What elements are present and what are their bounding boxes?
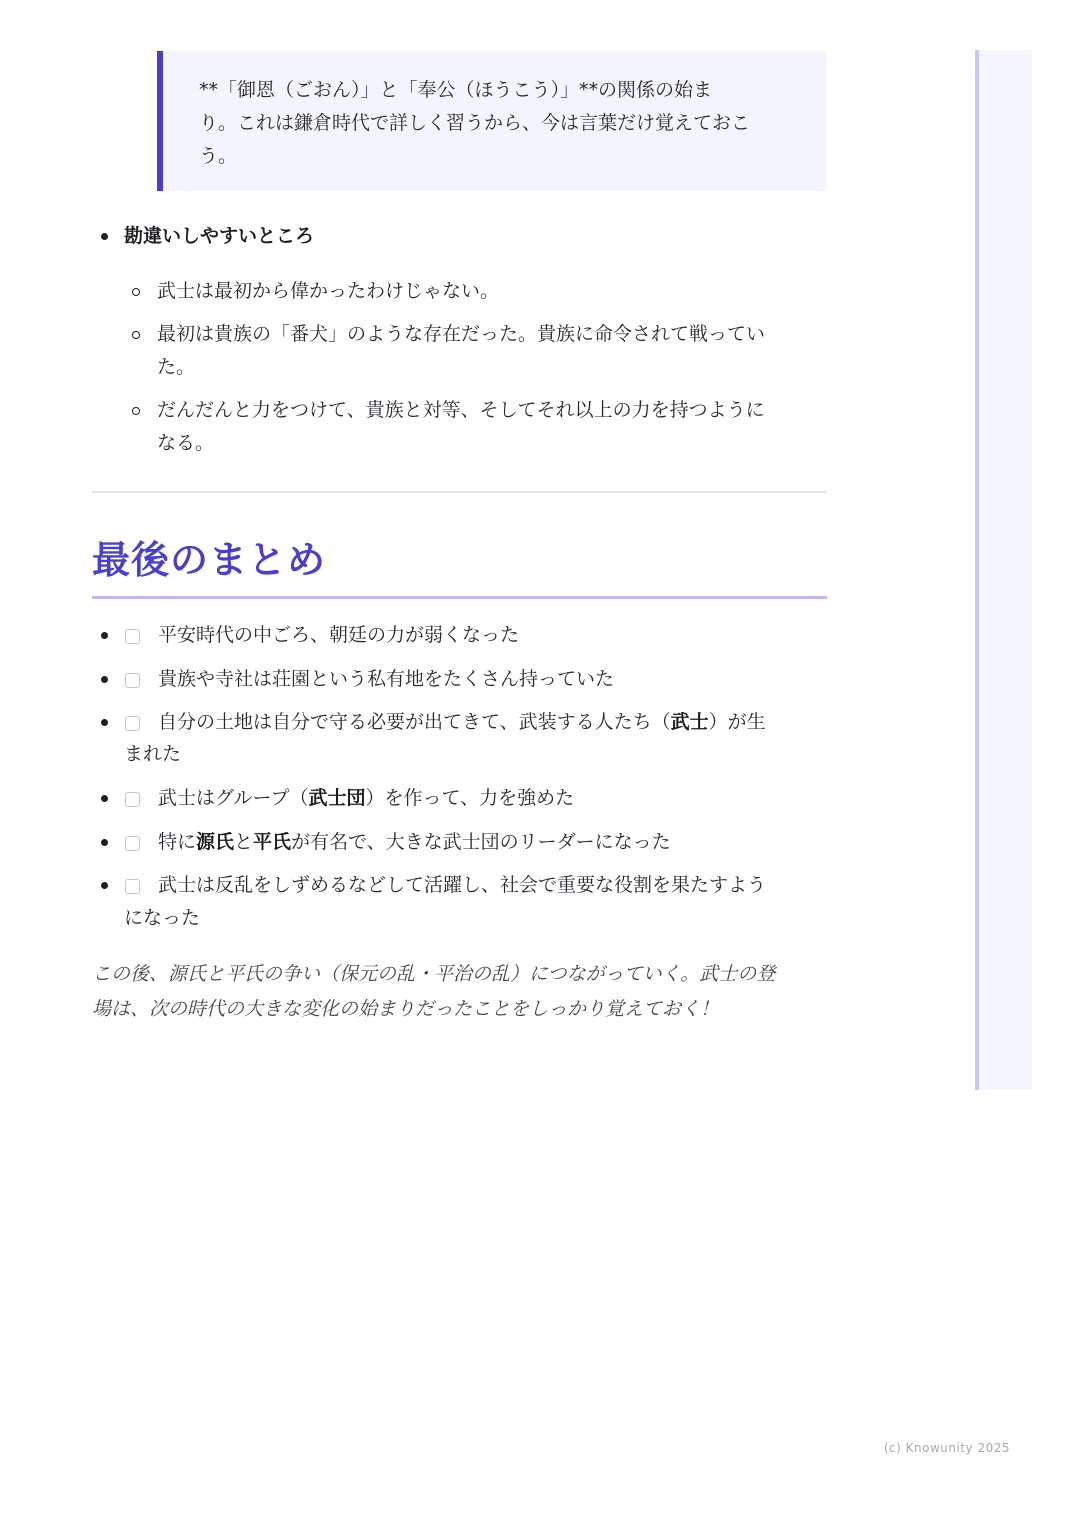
bullet-dot: [101, 839, 108, 846]
conclusion-line: 場は、次の時代の大きな変化の始まりだったことをしっかり覚えておく！: [92, 998, 720, 1020]
copyright-footer: (c) Knowunity 2025: [883, 1441, 1010, 1455]
bullet-dot: [101, 795, 108, 802]
info-callout: [157, 51, 827, 191]
checklist-item: 武士は反乱をしずめるなどして活躍し、社会で重要な役割を果たすよう: [158, 874, 767, 896]
checklist-item-cont: まれた: [124, 743, 182, 765]
callout-line: **「御恩（ごおん）」と「奉公（ほうこう）」**の関係の始ま: [199, 79, 713, 101]
checklist-checkbox[interactable]: [125, 716, 140, 731]
checklist-item: 武士はグループ（武士団）を作って、力を強めた: [158, 787, 575, 809]
side-panel: [975, 50, 1032, 1090]
misconception-item: 最初は貴族の「番犬」のような存在だった。貴族に命令されて戦ってい: [157, 323, 766, 345]
callout-line: り。これは鎌倉時代で詳しく習うから、今は言葉だけ覚えておこ: [199, 112, 751, 134]
checklist-checkbox[interactable]: [125, 792, 140, 807]
summary-title: 最後のまとめ: [92, 538, 327, 582]
bold-term: 武士: [670, 711, 709, 733]
bullet-dot: [101, 632, 108, 639]
sub-bullet: [132, 407, 140, 415]
checklist-checkbox[interactable]: [125, 673, 140, 688]
bold-term: 平氏: [253, 831, 292, 853]
bullet-dot: [101, 233, 108, 240]
callout-line: う。: [199, 145, 238, 167]
summary-title-underline: [92, 596, 827, 599]
checklist-item: 貴族や寺社は荘園という私有地をたくさん持っていた: [158, 668, 615, 690]
checklist-checkbox[interactable]: [125, 836, 140, 851]
section-divider: [92, 491, 827, 493]
bullet-dot: [101, 676, 108, 683]
checklist-item: 特に源氏と平氏が有名で、大きな武士団のリーダーになった: [158, 831, 671, 853]
misconception-item: だんだんと力をつけて、貴族と対等、そしてそれ以上の力を持つように: [157, 399, 765, 421]
misconception-heading: 勘違いしやすいところ: [124, 225, 315, 247]
misconception-item-cont: なる。: [157, 432, 215, 454]
checklist-item: 自分の土地は自分で守る必要が出てきて、武装する人たち（武士）が生: [158, 711, 766, 733]
bold-term: 源氏: [196, 831, 235, 853]
sub-bullet: [132, 331, 140, 339]
checklist-item-cont: になった: [124, 907, 201, 929]
checklist-checkbox[interactable]: [125, 879, 140, 894]
bullet-dot: [101, 882, 108, 889]
conclusion-note: [92, 957, 832, 1027]
checklist-checkbox[interactable]: [125, 629, 140, 644]
misconception-item: 武士は最初から偉かったわけじゃない。: [157, 280, 500, 302]
bold-term: 武士団: [308, 787, 366, 809]
misconception-item-cont: た。: [157, 356, 196, 378]
checklist-item: 平安時代の中ごろ、朝廷の力が弱くなった: [158, 624, 520, 646]
bullet-dot: [101, 719, 108, 726]
conclusion-line: この後、源氏と平氏の争い（保元の乱・平治の乱）につながっていく。武士の登: [92, 963, 776, 985]
sub-bullet: [132, 288, 140, 296]
